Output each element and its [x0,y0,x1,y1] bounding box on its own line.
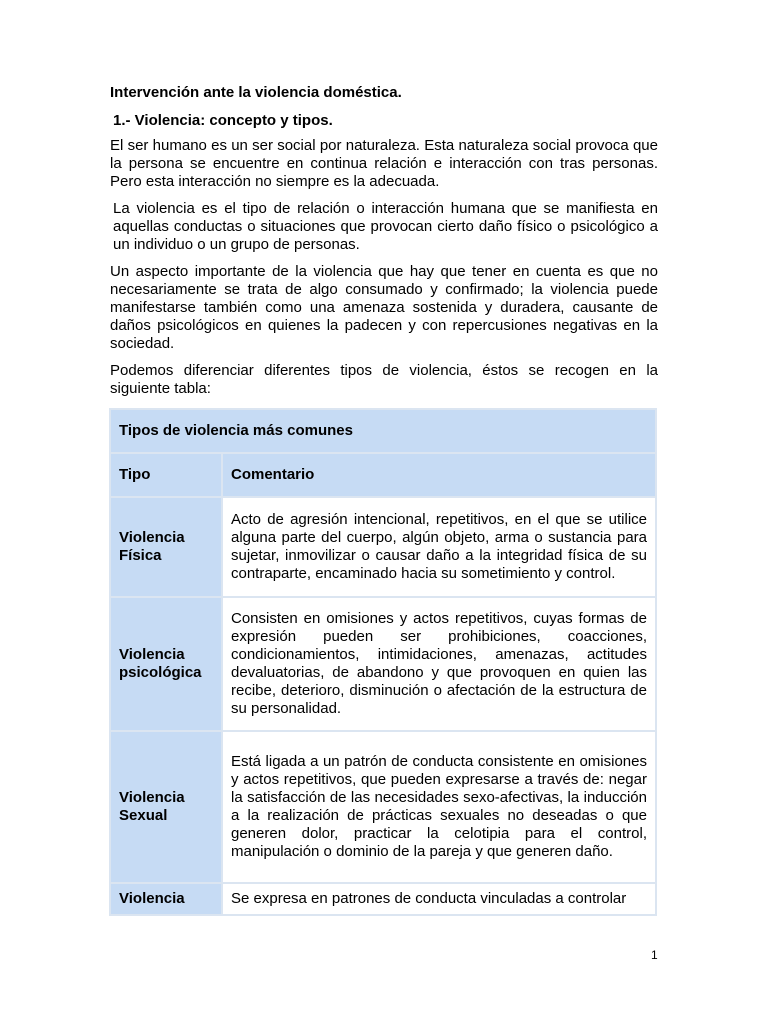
comment-cell-fisica: Acto de agresión intencional, repetitivos, en el que se utilice alguna parte del cuerpo, algún objeto, arma o sustancia para sujetar, inmovilizar o causar daño a la integridad física de su contraparte, encaminado hacia su sometimiento y control. [223,498,655,596]
section-heading: 1.- Violencia: concepto y tipos. [113,112,333,129]
type-cell-next: Violencia [111,884,221,914]
paragraph-4: Podemos diferenciar diferentes tipos de violencia, éstos se recogen en la siguiente tabla: [110,362,658,397]
table-row [111,884,655,914]
type-cell-psicologica: Violencia psicológica [111,598,221,730]
document-title: Intervención ante la violencia doméstica. [110,84,402,101]
page-number: 1 [651,948,658,962]
document-page [110,84,658,916]
comment-cell-sexual: Está ligada a un patrón de conducta consistente en omisiones y actos repetitivos, que pueden expresarse a través de: negar la satisfacción de las necesidades sexo-afectivas, la inducción a la realización de prácticas sexuales no deseadas o que generen dolor, practicar la celotipia para el control, manipulación o dominio de la pareja y que generen daño. [223,732,655,882]
type-cell-sexual: Violencia Sexual [111,732,221,882]
paragraph-3: Un aspecto importante de la violencia que hay que tener en cuenta es que no necesariamente se trata de algo consumado y confirmado; la violencia puede manifestarse también como una amenaza sostenida y duradera, causante de daños psicológicos en quienes la padecen y con repercusiones negativas en la sociedad. [110,263,658,352]
paragraph-2: La violencia es el tipo de relación o interacción humana que se manifiesta en aquellas conductas o situaciones que provocan cierto daño físico o psicológico a un individuo o un grupo de personas. [113,200,658,253]
table-row [111,498,655,596]
table-row [111,732,655,882]
table-row [111,598,655,730]
column-header-type: Tipo [111,454,221,496]
paragraph-1: El ser humano es un ser social por naturaleza. Esta naturaleza social provoca que la persona se encuentre en continua relación e interacción con tras personas. Pero esta interacción no siempre es la adecuada. [110,137,658,190]
table-caption: Tipos de violencia más comunes [111,410,655,452]
violence-types-table [109,408,657,916]
table-header-row [111,454,655,496]
type-cell-fisica: Violencia Física [111,498,221,596]
comment-cell-next: Se expresa en patrones de conducta vinculadas a controlar [223,884,655,914]
comment-cell-psicologica: Consisten en omisiones y actos repetitivos, cuyas formas de expresión pueden ser prohibiciones, coacciones, condicionamientos, intimidaciones, amenazas, actitudes devaluatorias, de abandono y que provoquen en quien las recibe, deterioro, disminución o afectación de la estructura de su personalidad. [223,598,655,730]
table-caption-row [111,410,655,452]
column-header-comment: Comentario [223,454,655,496]
